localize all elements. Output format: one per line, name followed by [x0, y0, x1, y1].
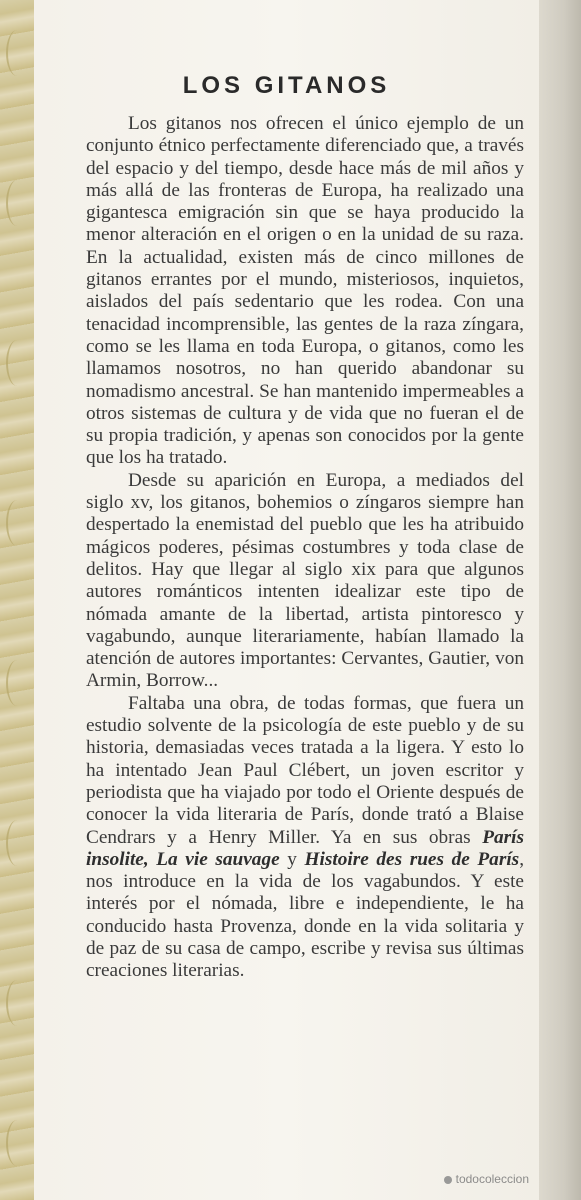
body-text	[86, 113, 524, 983]
ornament-motif	[6, 660, 28, 706]
ornament-motif	[6, 820, 28, 866]
book-flap-page	[34, 0, 539, 1200]
paragraph	[86, 113, 524, 470]
cover-decorative-edge	[0, 0, 34, 1200]
page-right-edge	[539, 0, 581, 1200]
ornament-motif	[6, 500, 28, 546]
page-title: LOS GITANOS	[182, 72, 391, 99]
text-run: , nos introduce en la vida de los vagabundos. Y este interés por el nómada, libre e independiente, le ha conducido hasta Provenza, donde en la vida solitaria y de paz de su casa de campo, escribe y revisa sus últimas creaciones literarias.	[86, 848, 525, 982]
ornament-motif	[6, 30, 28, 76]
paragraph	[86, 470, 524, 693]
ornament-motif	[6, 180, 28, 226]
text-run: y	[279, 848, 305, 870]
watermark	[444, 1172, 529, 1186]
ornament-motif	[6, 340, 28, 386]
text-run: Desde su aparición en Europa, a mediados del siglo xv, los gitanos, bohemios o zíngaros siempre han despertado la enemistad del pueblo que les ha atribuido mágicos poderes, pésimas costumbres y toda clase de delitos. Hay que llegar al siglo xix para que algunos autores románticos intenten idealizar este tipo de nómada amante de la libertad, artista pintoresco y vagabundo, aunque literariamente, habían llamado la atención de autores importantes: Cervantes, Gautier, von Armin, Borrow...	[86, 469, 524, 692]
book-title: Histoire des rues de París	[304, 848, 520, 870]
ornament-motif	[6, 1120, 28, 1166]
text-run: Faltaba una obra, de todas formas, que fuera un estudio solvente de la psicología de este pueblo y de su historia, demasiadas veces tratada a la ligera. Y esto lo ha intentado Jean Paul Clébert, un joven escritor y periodista que ha viajado por todo el Oriente después de conocer la vida literaria de París, donde trató a Blaise Cendrars y a Henry Miller. Ya en sus obras	[86, 692, 524, 848]
ornament-motif	[6, 980, 28, 1026]
paragraph	[86, 693, 524, 983]
watermark-logo-icon	[444, 1176, 452, 1184]
watermark-text: todocoleccion	[455, 1172, 529, 1186]
text-run: Los gitanos nos ofrecen el único ejemplo de un conjunto étnico perfectamente diferenciado que, a través del espacio y del tiempo, desde hace más de mil años y más allá de las fronteras de Europa, ha realizado una gigantesca emigración sin que se haya producido la menor alteración en el origen o en la unidad de su raza. En la actualidad, existen más de cinco millones de gitanos errantes por el mundo, misteriosos, inquietos, aislados del país sedentario que les rodea. Con una tenacidad incomprensible, las gentes de la raza zíngara, como se les llama en toda Europa, o gitanos, como les llamamos nosotros, no han querido abandonar su nomadismo ancestral. Se han mantenido impermeables a otros sistemas de cultura y de vida que no fueran el de su propia tradición, y apenas son conocidos por la gente que los ha tratado.	[86, 113, 524, 469]
book-title: París insolite, La vie sauvage	[86, 826, 524, 870]
